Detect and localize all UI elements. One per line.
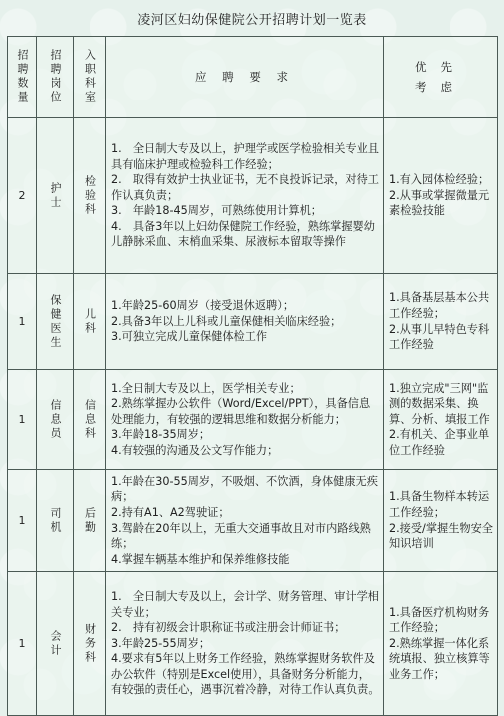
header-dept: 入职科室 [74, 37, 106, 118]
table-row [8, 370, 498, 470]
row-priority: 1.具备医疗机构财务工作经验； 2.熟练掌握一体化系统填报、独立核算等业务工作； [384, 572, 498, 716]
row-dept: 后勤 [74, 470, 106, 572]
row-count: 1 [8, 572, 37, 716]
table-row [8, 118, 498, 274]
row-priority: 1.具备基层基本公共工作经验； 2.从事儿早特色专科工作经验 [384, 274, 498, 370]
row-priority: 1.有入园体检经验； 2.从事或掌握微量元素检验技能 [384, 118, 498, 274]
row-requirements: 1. 全日制大专及以上，护理学或医学检验相关专业且具有临床护理或检验科工作经验； 2. 取得有效护士执业证书，无不良投诉记录，对待工作认真负责； 3. 年龄18-45周岁，可熟练使用计算机； 4. 具备3年以上妇幼保健院工作经验，熟练掌握婴幼儿静脉采血、末梢血采集、尿液标本留取等操作 [106, 118, 384, 274]
row-post: 会计 [37, 572, 74, 716]
row-requirements: 1.年龄在30-55周岁，不吸烟、不饮酒，身体健康无疾病； 2.持有A1、A2驾驶证； 3.驾龄在20年以上，无重大交通事故且对市内路线熟练； 4.掌握车辆基本维护和保养维修技能 [106, 470, 384, 572]
row-dept: 检验科 [74, 118, 106, 274]
row-post: 信息员 [37, 370, 74, 470]
table-row [8, 274, 498, 370]
row-dept: 信息科 [74, 370, 106, 470]
row-post: 护士 [37, 118, 74, 274]
row-dept: 儿科 [74, 274, 106, 370]
row-count: 2 [8, 118, 37, 274]
table-row [8, 470, 498, 572]
page-title: 凌河区妇幼保健院公开招聘计划一览表 [137, 13, 367, 28]
header-requirements: 应 聘 要 求 [106, 37, 384, 118]
row-requirements: 1.年龄25-60周岁（接受退休返聘）； 2.具备3年以上儿科或儿童保健相关临床经验； 3.可独立完成儿童保健体检工作 [106, 274, 384, 370]
table-header-row [8, 37, 498, 118]
recruitment-table [7, 36, 498, 716]
header-count: 招聘数量 [8, 37, 37, 118]
row-requirements: 1.全日制大专及以上，医学相关专业； 2.熟练掌握办公软件（Word/Excel/PPT），具备信息处理能力，有较强的逻辑思维和数据分析能力； 3.年龄18-35周岁； 4.有较强的沟通及公文写作能力； [106, 370, 384, 470]
header-priority: 优先 考虑 [384, 37, 498, 118]
row-post: 司机 [37, 470, 74, 572]
row-priority: 1.具备生物样本转运工作经验； 2.接受/掌握生物安全知识培训 [384, 470, 498, 572]
row-priority: 1.独立完成"三网"监测的数据采集、换算、分析、填报工作 2.有机关、企事业单位工作经验 [384, 370, 498, 470]
header-post: 招聘岗位 [37, 37, 74, 118]
row-dept: 财务科 [74, 572, 106, 716]
row-post: 保健医生 [37, 274, 74, 370]
row-count: 1 [8, 470, 37, 572]
row-count: 1 [8, 274, 37, 370]
row-requirements: 1. 全日制大专及以上，会计学、财务管理、审计学相关专业； 2. 持有初级会计职称证书或注册会计师证书； 3.年龄25-55周岁； 4.要求有5年以上财务工作经验，熟练掌握财务软件及办公软件（特别是Excel使用），具备财务分析能力，有较强的责任心，遇事沉着冷静，对待工作认真负责。 [106, 572, 384, 716]
row-count: 1 [8, 370, 37, 470]
